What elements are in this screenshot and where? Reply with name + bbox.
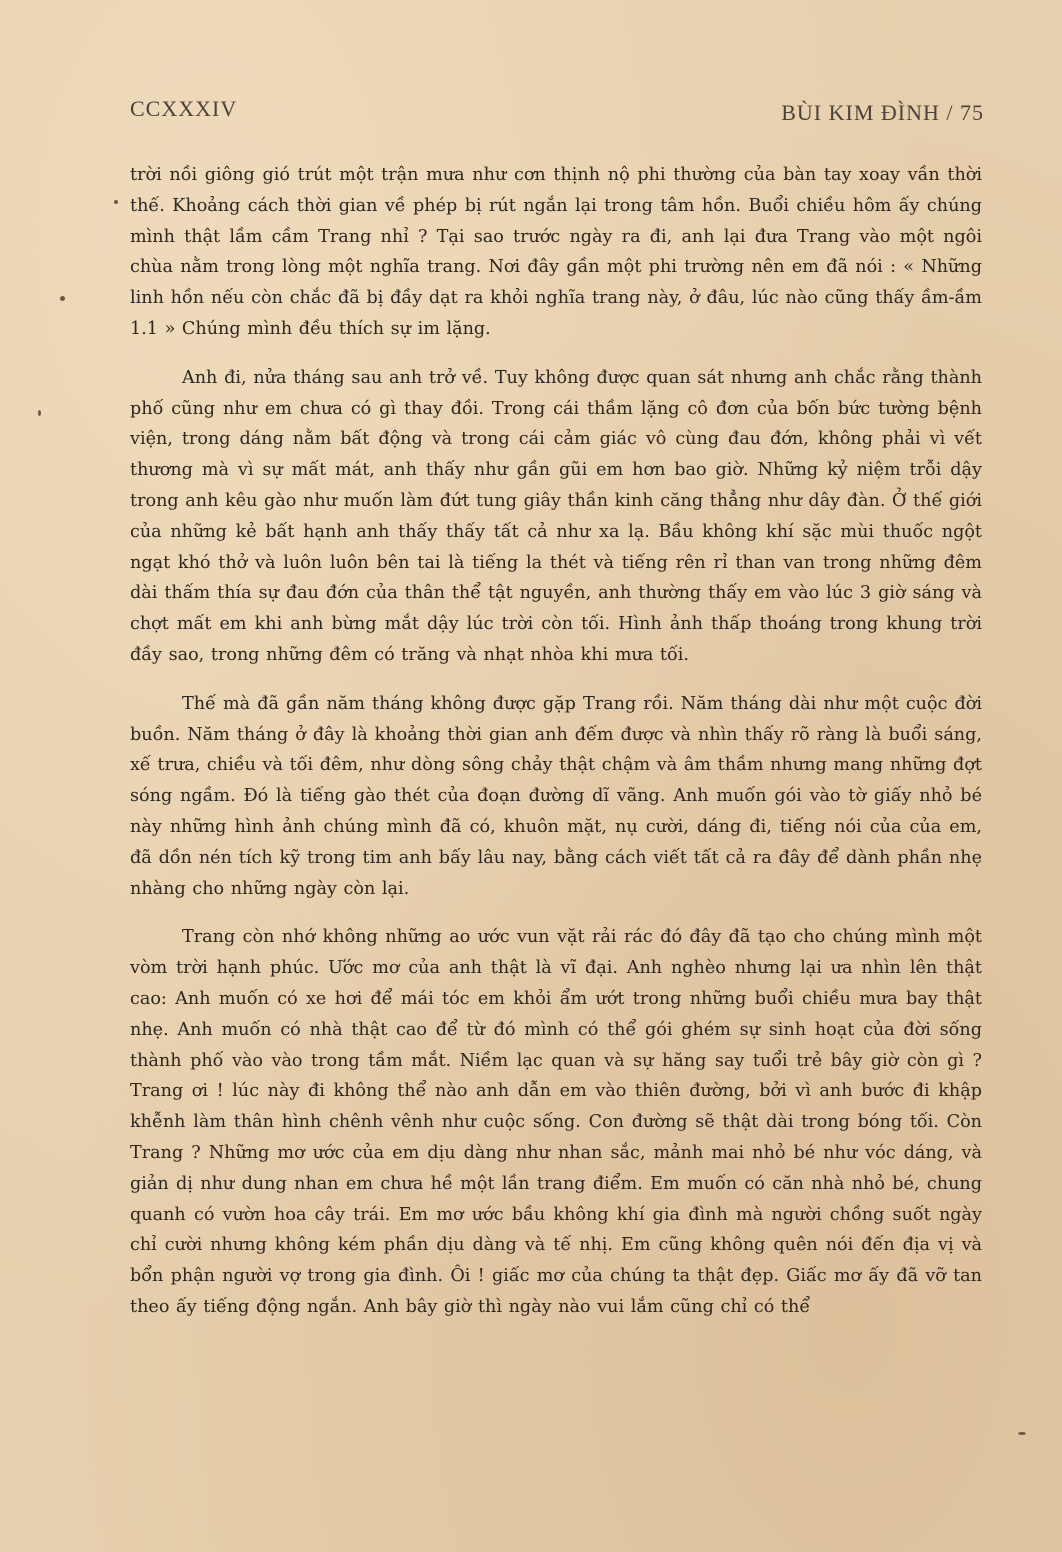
paper-speck: [1018, 1432, 1026, 1435]
paragraph-continuation: trời nồi giông gió trút một trận mưa như cơn thịnh nộ phi thường của bàn tay xoay vần thời thế. Khoảng cách thời gian về phép bị rút ngắn lại trong tâm hồn. Buổi chiều hôm ấy chúng mình thật lầm cầm Trang nhỉ ? Tại sao trước ngày ra đi, anh lại đưa Trang vào một ngôi chùa nằm trong lòng một nghĩa trang. Nơi đây gần một phi trường nên em đã nói : « Những linh hồn nếu còn chắc đã bị đầy dạt ra khỏi nghĩa trang này, ở đâu, lúc nào cũng thấy ầm-ầm 1.1 » Chúng mình đều thích sự im lặng.: [130, 165, 982, 339]
page-header: [130, 92, 984, 128]
paragraph: Thế mà đã gần năm tháng không được gặp Trang rồi. Năm tháng dài như một cuộc đời buồn. Năm tháng ở đây là khoảng thời gian anh đếm được và nhìn thấy rõ ràng là buổi sáng, xế trưa, chiều và tối đêm, như dòng sông chảy thật chậm và âm thầm nhưng mang những đợt sóng ngầm. Đó là tiếng gào thét của đoạn đường dĩ vãng. Anh muốn gói vào tờ giấy nhỏ bé này những hình ảnh chúng mình đã có, khuôn mặt, nụ cười, dáng đi, tiếng nói của của em, đã dồn nén tích kỹ trong tim anh bấy lâu nay, bằng cách viết tất cả ra đây để dành phần nhẹ nhàng cho những ngày còn lại.: [130, 693, 982, 899]
paper-speck: [38, 410, 41, 416]
paper-speck: [114, 200, 118, 204]
roman-numeral-label: CCXXXIV: [130, 96, 238, 121]
paragraph: Anh đi, nửa tháng sau anh trở về. Tuy không được quan sát nhưng anh chắc rằng thành phố cũng như em chưa có gì thay đồi. Trong cái thầm lặng cô đơn của bốn bức tường bệnh viện, trong dáng nằm bất động và trong cái cảm giác vô cùng đau đớn, không phải vì vết thương mà vì sự mất mát, anh thấy như gần gũi em hơn bao giờ. Những kỷ niệm trỗi dậy trong anh kêu gào như muốn làm đứt tung giây thần kinh căng thẳng như dây đàn. Ở thế giới của những kẻ bất hạnh anh thấy thấy tất cả như xa lạ. Bầu không khí sặc mùi thuốc ngột ngạt khó thở và luôn luôn bên tai là tiếng la thét và tiếng rên rỉ than van trong những đêm dài thấm thía sự đau đớn của thân thể tật nguyền, anh thường thấy em vào lúc 3 giờ sáng và chợt mất em khi anh bừng mắt dậy lúc trời còn tối. Hình ảnh thấp thoáng trong khung trời đầy sao, trong những đêm có trăng và nhạt nhòa khi mưa tối.: [130, 367, 982, 665]
page-body-text: [130, 160, 982, 1341]
paragraph: Trang còn nhớ không những ao ước vun vặt rải rác đó đây đã tạo cho chúng mình một vòm trời hạnh phúc. Ước mơ của anh thật là vĩ đại. Anh nghèo nhưng lại ưa nhìn lên thật cao: Anh muốn có xe hơi để mái tóc em khỏi ẩm ướt trong những buổi chiều mưa bay thật nhẹ. Anh muốn có nhà thật cao để từ đó mình có thể gói ghém sự sinh hoạt của đời sống thành phố vào vào trong tầm mắt. Niềm lạc quan và sự hăng say tuổi trẻ bây giờ còn gì ? Trang ơi ! lúc này đi không thể nào anh dẫn em vào thiên đường, bởi vì anh bước đi khập khễnh làm thân hình chênh vênh như cuộc sống. Con đường sẽ thật dài trong bóng tối. Còn Trang ? Những mơ ước của em dịu dàng như nhan sắc, mảnh mai nhỏ bé như vóc dáng, và giản dị như dung nhan em chưa hề một lần trang điểm. Em muốn có căn nhà nhỏ bé, chung quanh có vườn hoa cây trái. Em mơ ước bầu không khí gia đình mà người chồng suốt ngày chỉ cười nhưng không kém phần dịu dàng và tế nhị. Em cũng không quên nói đến địa vị và bổn phận người vợ trong gia đình. Ôi ! giấc mơ của chúng ta thật đẹp. Giấc mơ ấy đã vỡ tan theo ấy tiếng động ngắn. Anh bây giờ thì ngày nào vui lắm cũng chỉ có thể: [130, 927, 982, 1317]
paper-speck: [60, 296, 65, 301]
running-title-page-number: BÙI KIM ĐÌNH / 75: [781, 100, 984, 125]
